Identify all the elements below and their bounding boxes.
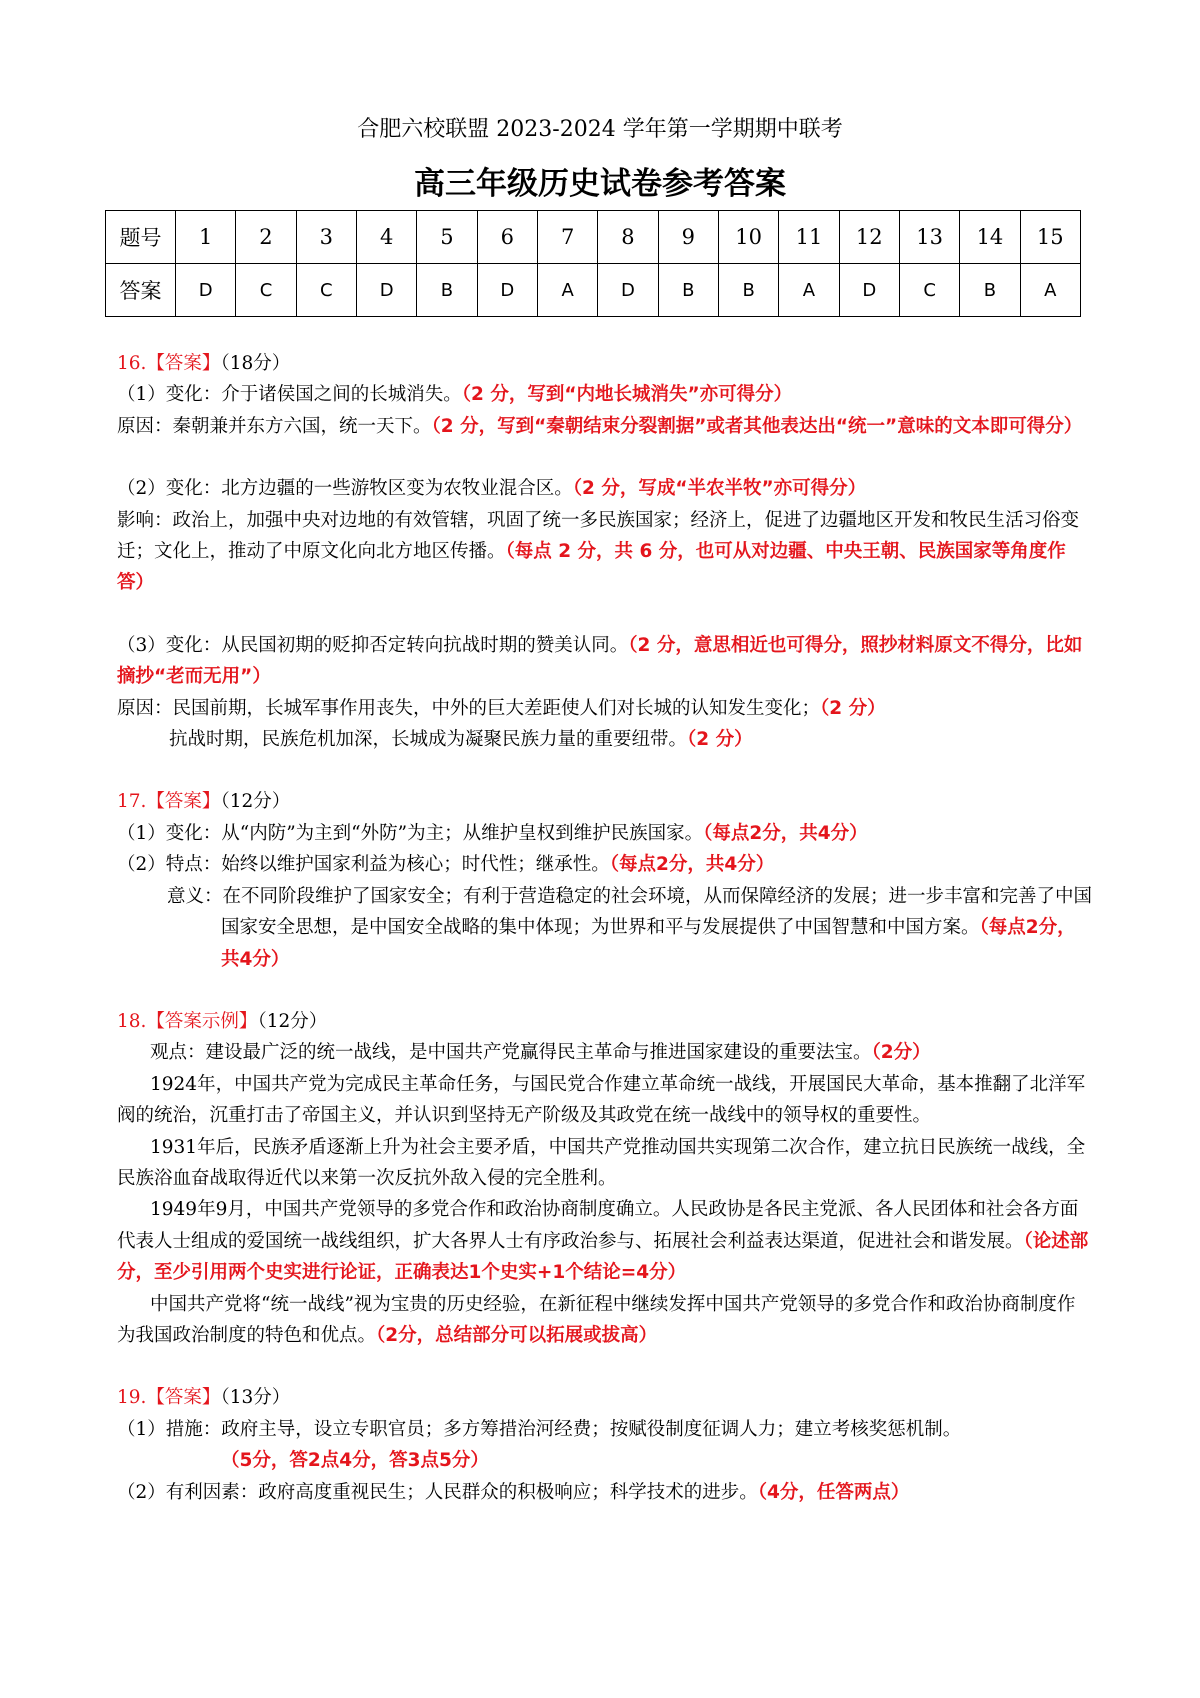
answer-letter: B (417, 264, 477, 317)
answer-letter: B (658, 264, 718, 317)
q17-part1 (117, 818, 1093, 849)
question-number: 12 (839, 211, 899, 264)
score-label: （12分） (220, 791, 291, 813)
q18-paragraph-1949 (117, 1194, 1093, 1288)
score-label: （18分） (220, 353, 291, 374)
question-number: 8 (598, 211, 658, 264)
q16-part1-change (117, 379, 1093, 410)
scoring-note: （每点2分，共4分） (609, 854, 775, 876)
answer-text: （2）有利因素：政府高度重视民生；人民群众的积极响应；科学技术的进步。 (117, 1481, 758, 1503)
scoring-note: （2 分） (820, 697, 886, 719)
scoring-note: （2分，总结部分可以拓展或拔高） (376, 1324, 658, 1346)
scoring-note: （2 分，写到“秦朝结束分裂割据”或者其他表达出“统一”意味的文本即可得分） (431, 415, 1083, 437)
q16-part1-reason (117, 411, 1093, 442)
q16-part3-change (117, 630, 1093, 693)
question-number: 4 (356, 211, 416, 264)
score-label: （13分） (220, 1387, 291, 1409)
answer-text: 意义：在不同阶段维护了国家安全；有利于营造稳定的社会环境，从而保障经济的发展；进一步丰富和完善了中国国家安全思想，是中国安全战略的集中体现；为世界和平与发展提供了中国智慧和中国方案。 (167, 885, 1093, 939)
q17-heading (117, 786, 1093, 817)
answer-letter: A (537, 264, 597, 317)
answer-text: 中国共产党将“统一战线”视为宝贵的历史经验，在新征程中继续发挥中国共产党领导的多党合作和政治协商制度作为我国政治制度的特色和优点。 (117, 1293, 1076, 1346)
q16-heading (117, 348, 1093, 379)
question-number-label: 17. (117, 791, 147, 813)
answer-letter: C (899, 264, 959, 317)
answer-tag: 【答案】 (146, 353, 221, 374)
question-number: 13 (899, 211, 959, 264)
question-number: 7 (537, 211, 597, 264)
answer-text: 原因：秦朝兼并东方六国，统一天下。 (117, 415, 432, 437)
answer-content (117, 348, 1093, 1508)
answer-row (106, 264, 1081, 317)
answer-letter: D (839, 264, 899, 317)
scoring-note: （2 分，写成“半农半牧”亦可得分） (572, 478, 867, 500)
scoring-note: （2 分） (687, 729, 753, 751)
scoring-note: （4分，任答两点） (757, 1481, 910, 1503)
answer-table (105, 210, 1081, 317)
exam-title: 合肥六校联盟 2023-2024 学年第一学期期中联考 (357, 117, 843, 142)
answer-text: 原因：民国前期，长城军事作用丧失，中外的巨大差距使人们对长城的认知发生变化； (117, 697, 821, 719)
answer-tag: 【答案】 (146, 791, 221, 813)
answer-letter: A (1020, 264, 1080, 317)
answer-letter: B (718, 264, 778, 317)
spacer (117, 755, 1093, 786)
q16-part2-impact (117, 505, 1093, 599)
question-number: 6 (477, 211, 537, 264)
q19-part2 (117, 1477, 1093, 1508)
answer-text: （3）变化：从民国初期的贬抑否定转向抗战时期的赞美认同。 (117, 634, 629, 656)
question-number: 9 (658, 211, 718, 264)
answer-key-title: 高三年级历史试卷参考答案 (414, 166, 786, 202)
answer-text: 1949年9月，中国共产党领导的多党合作和政治协商制度确立。人民政协是各民主党派、各人民团体和社会各方面代表人士组成的爱国统一战线组织，扩大各界人士有序政治参与、拓展社会利益表达渠道，促进社会和谐发展。 (117, 1199, 1079, 1252)
answer-text: （2）特点：始终以维护国家利益为核心；时代性；继承性。 (117, 854, 610, 876)
q18-viewpoint (117, 1037, 1093, 1068)
spacer (117, 442, 1093, 473)
q16-part3-reason (117, 693, 1093, 724)
answer-text: 抗战时期，民族危机加深，长城成为凝聚民族力量的重要纽带。 (169, 729, 688, 751)
q17-significance (117, 881, 1093, 975)
question-number: 3 (296, 211, 356, 264)
scoring-note: （2 分，意思相近也可得分，照抄材料原文不得分，比如摘抄“老而无用”） (117, 634, 1083, 688)
answer-letter: B (960, 264, 1020, 317)
answer-text: （2）变化：北方边疆的一些游牧区变为农牧业混合区。 (117, 478, 573, 500)
scoring-note: （每点 2 分，共 6 分，也可从对边疆、中央王朝、民族国家等角度作答） (117, 541, 1066, 594)
q18-heading (117, 1006, 1093, 1037)
question-number: 10 (718, 211, 778, 264)
answer-tag: 【答案示例】 (146, 1010, 258, 1032)
answer-text: 影响：政治上，加强中央对边地的有效管辖，巩固了统一多民族国家；经济上，促进了边疆地区开发和牧民生活习俗变迁；文化上，推动了中原文化向北方地区传播。 (117, 509, 1080, 563)
q18-summary (117, 1289, 1093, 1352)
answer-letter: D (598, 264, 658, 317)
question-number: 14 (960, 211, 1020, 264)
answer-letter: C (236, 264, 296, 317)
answer-letter: D (356, 264, 416, 317)
answer-text: 观点：建设最广泛的统一战线，是中国共产党赢得民主革命与推进国家建设的重要法宝。 (150, 1042, 872, 1064)
scoring-note: （2分） (871, 1042, 931, 1064)
answer-text: （1）变化：介于诸侯国之间的长城消失。 (117, 384, 462, 406)
scoring-note: （5分，答2点4分，答3点5分） (221, 1450, 489, 1472)
spacer (117, 1351, 1093, 1382)
row-label-answer: 答案 (106, 264, 176, 317)
q18-paragraph-1931: 1931年后，民族矛盾逐渐上升为社会主要矛盾，中国共产党推动国共实现第二次合作，建立抗日民族统一战线，全民族浴血奋战取得近代以来第一次反抗外敌入侵的完全胜利。 (117, 1136, 1086, 1189)
scoring-note: （每点2分，共4分） (703, 822, 868, 844)
q19-part1: （1）措施：政府主导，设立专职官员；多方筹措治河经费；按赋役制度征调人力；建立考核奖惩机制。 (117, 1418, 962, 1440)
question-number-label: 18. (117, 1010, 147, 1032)
question-number: 11 (779, 211, 839, 264)
spacer (117, 975, 1093, 1006)
question-number-label: 19. (117, 1387, 147, 1409)
question-number: 15 (1020, 211, 1080, 264)
answer-letter: D (176, 264, 236, 317)
scoring-note: （2 分，写到“内地长城消失”亦可得分） (461, 384, 793, 406)
q19-heading (117, 1382, 1093, 1413)
question-number: 2 (236, 211, 296, 264)
answer-tag: 【答案】 (146, 1387, 221, 1409)
answer-text: （1）变化：从“内防”为主到“外防”为主；从维护皇权到维护民族国家。 (117, 822, 704, 844)
answer-letter: C (296, 264, 356, 317)
q17-part2 (117, 849, 1093, 880)
row-label-number: 题号 (106, 211, 176, 264)
question-number-label: 16. (117, 353, 147, 374)
answer-letter: A (779, 264, 839, 317)
question-number: 1 (176, 211, 236, 264)
spacer (117, 599, 1093, 630)
scoring-note: （每点2分，共4分） (221, 917, 1076, 970)
question-number-row (106, 211, 1081, 264)
q19-part1-scoring (117, 1445, 1093, 1476)
score-label: （12分） (257, 1010, 328, 1032)
q16-part3-reason-cont (117, 724, 1093, 755)
q16-part2-change (117, 473, 1093, 504)
scoring-note: （论述部分，至少引用两个史实进行论证，正确表达1个史实+1个结论=4分） (117, 1230, 1089, 1284)
q18-paragraph-1924: 1924年，中国共产党为完成民主革命任务，与国民党合作建立革命统一战线，开展国民大革命，基本推翻了北洋军阀的统治，沉重打击了帝国主义，并认识到坚持无产阶级及其政党在统一战线中的领导权的重要性。 (117, 1073, 1086, 1127)
question-number: 5 (417, 211, 477, 264)
answer-letter: D (477, 264, 537, 317)
